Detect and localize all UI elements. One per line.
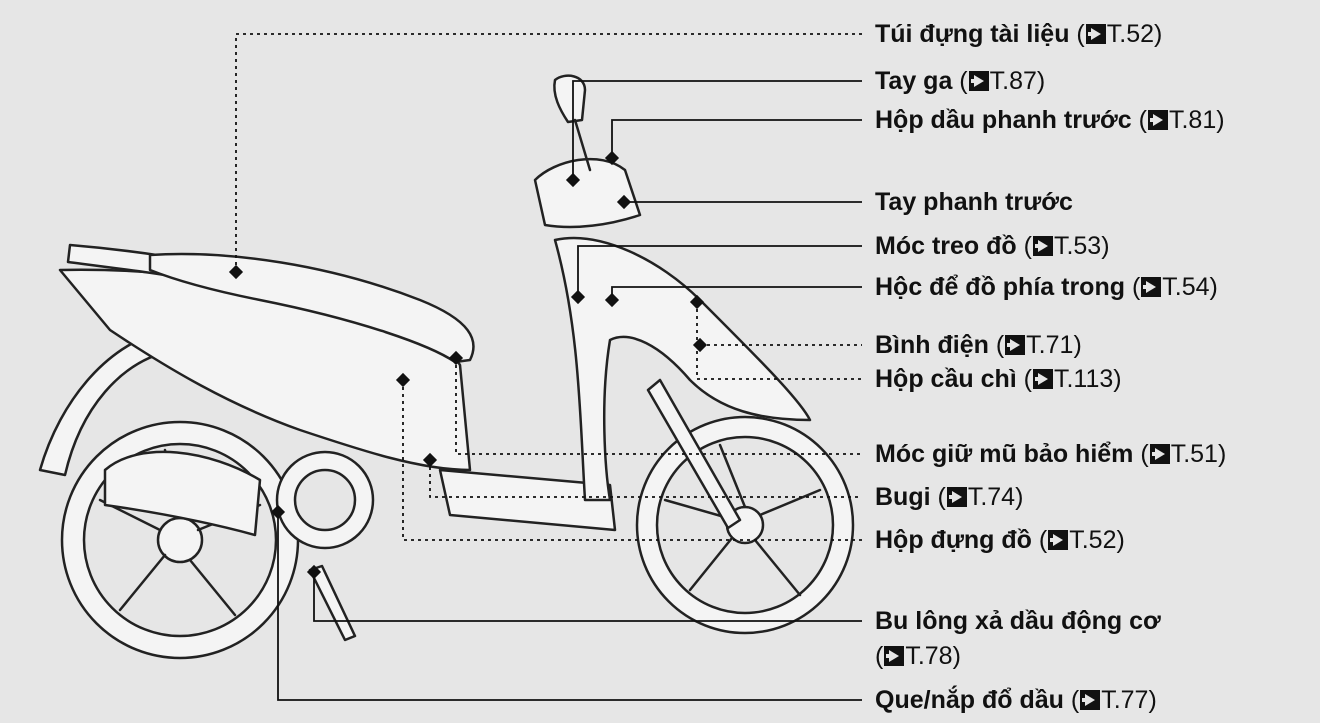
- page-reference[interactable]: T.81: [1168, 106, 1217, 134]
- page-reference[interactable]: T.52: [1069, 526, 1117, 554]
- leader-document-bag: [236, 34, 862, 272]
- leader-front-brake-reservoir: [612, 120, 862, 158]
- page-reference[interactable]: T.71: [1026, 331, 1074, 359]
- label-name: Hộc để đồ phía trong: [875, 273, 1125, 301]
- right-arrow-box-icon: [969, 71, 989, 91]
- right-arrow-box-icon: [1080, 690, 1100, 710]
- label-name: Tay ga: [875, 67, 953, 95]
- page-reference[interactable]: T.78: [905, 642, 953, 670]
- scooter-body: [40, 76, 853, 658]
- label-inner-compartment: Hộc để đồ phía trong ( T.54): [875, 273, 1218, 301]
- page-reference[interactable]: T.74: [967, 483, 1016, 511]
- label-name: Móc giữ mũ bảo hiểm: [875, 440, 1134, 468]
- label-battery: Bình điện ( T.71): [875, 331, 1082, 359]
- label-name: Bình điện: [875, 331, 989, 359]
- label-name: Túi đựng tài liệu: [875, 20, 1070, 48]
- label-helmet-holder: Móc giữ mũ bảo hiểm ( T.51): [875, 440, 1227, 468]
- label-name: Hộp dầu phanh trước: [875, 106, 1132, 134]
- page-reference[interactable]: T.87: [989, 67, 1037, 95]
- label-name: Bugi: [875, 483, 931, 511]
- front-wheel: [637, 417, 853, 633]
- label-hook: Móc treo đồ ( T.53): [875, 232, 1110, 260]
- label-name: Móc treo đồ: [875, 232, 1017, 260]
- label-oil-filler-cap: Que/nắp đổ dầu ( T.77): [875, 686, 1157, 714]
- page-reference[interactable]: T.53: [1053, 232, 1102, 260]
- right-arrow-box-icon: [1033, 236, 1053, 256]
- label-storage-box: Hộp đựng đồ ( T.52): [875, 526, 1125, 554]
- page-reference[interactable]: T.54: [1162, 273, 1210, 301]
- label-oil-drain-bolt: [875, 606, 1161, 636]
- label-fuse-box: Hộp cầu chì ( T.113): [875, 365, 1122, 393]
- right-arrow-box-icon: [884, 646, 904, 666]
- right-arrow-box-icon: [1005, 335, 1025, 355]
- right-arrow-box-icon: [1141, 277, 1161, 297]
- page-reference[interactable]: T.52: [1106, 20, 1155, 48]
- label-throttle: Tay ga ( T.87): [875, 67, 1046, 95]
- handlebar-cover: [535, 159, 640, 227]
- page-reference[interactable]: T.77: [1101, 686, 1149, 714]
- label-front-brake-reservoir: Hộp dầu phanh trước ( T.81): [875, 106, 1225, 134]
- label-name: Hộp đựng đồ: [875, 526, 1032, 554]
- label-name: Que/nắp đổ dầu: [875, 686, 1064, 714]
- right-arrow-box-icon: [947, 487, 967, 507]
- label-front-brake-lever: [875, 187, 1073, 217]
- right-arrow-box-icon: [1048, 530, 1068, 550]
- side-stand: [310, 566, 355, 640]
- label-document-bag: Túi đựng tài liệu ( T.52): [875, 20, 1163, 48]
- right-arrow-box-icon: [1148, 110, 1168, 130]
- right-arrow-box-icon: [1150, 444, 1170, 464]
- label-spark-plug: Bugi ( T.74): [875, 483, 1024, 511]
- label-name: Bu lông xả dầu động cơ: [875, 607, 1161, 635]
- right-arrow-box-icon: [1033, 369, 1053, 389]
- label-oil-drain-bolt-ref: ( T.78): [875, 642, 961, 670]
- label-name: Hộp cầu chì: [875, 365, 1017, 393]
- right-arrow-box-icon: [1086, 24, 1106, 44]
- label-name: Tay phanh trước: [875, 188, 1073, 216]
- page-reference[interactable]: T.51: [1170, 440, 1218, 468]
- page-reference[interactable]: T.113: [1053, 365, 1114, 393]
- mirror: [554, 76, 585, 122]
